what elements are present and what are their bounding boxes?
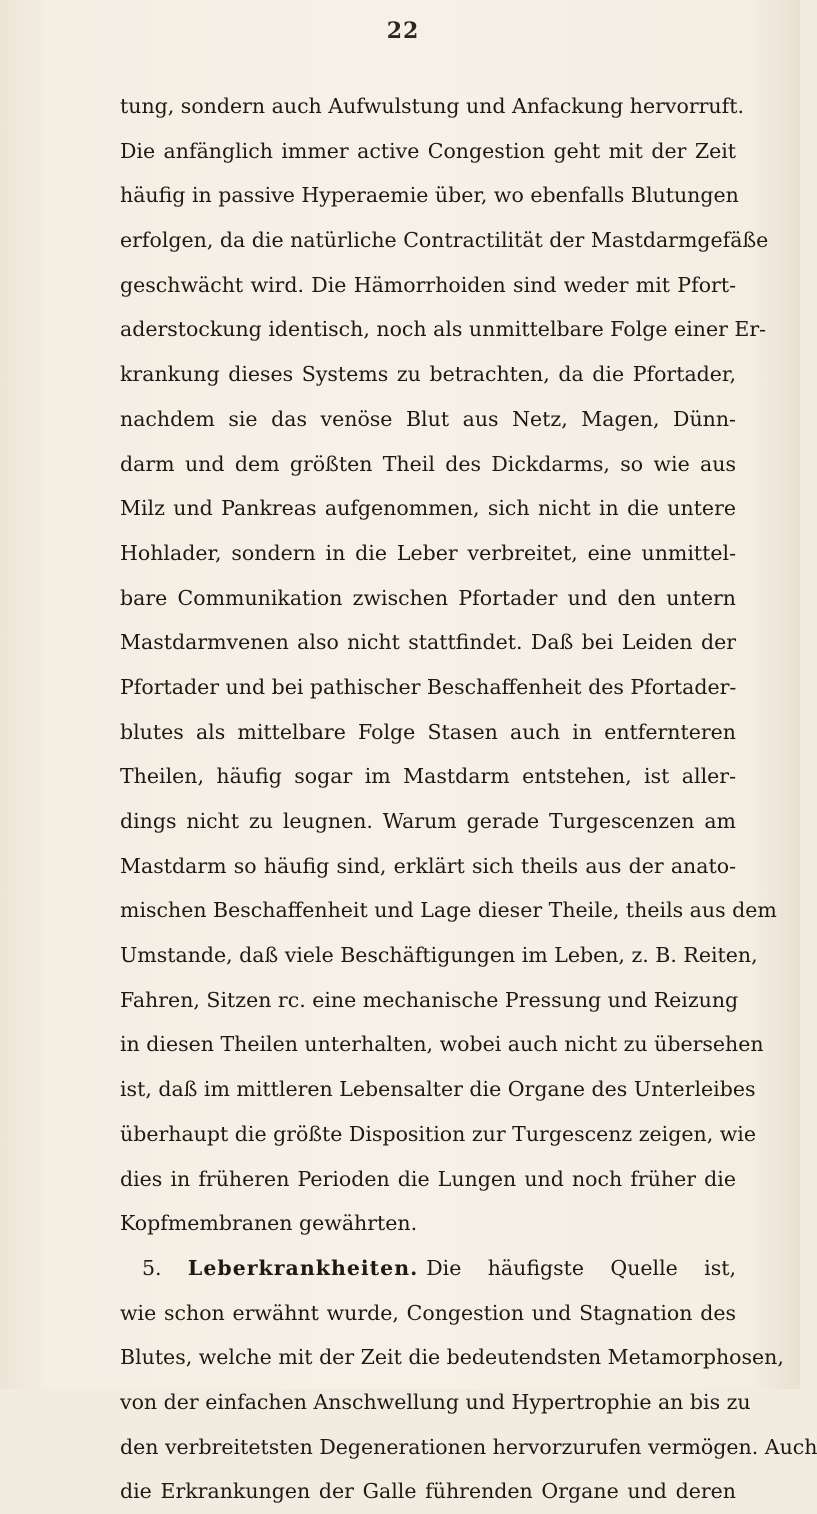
text-line: häufig in passive Hyperaemie über, wo ebenfalls Blutungen [120, 183, 739, 208]
text-line: wie schon erwähnt wurde, Congestion und Stagnation des [120, 1300, 736, 1325]
text-line: Blutes, welche mit der Zeit die bedeutendsten Metamorphosen, [120, 1345, 784, 1370]
body-text [120, 84, 817, 1514]
text-line: Fahren, Sitzen rc. eine mechanische Pressung und Reizung [120, 987, 739, 1012]
page-number: 22 [386, 18, 420, 44]
text-line: mischen Beschaffenheit und Lage dieser Theile, theils aus dem [120, 898, 777, 923]
text-line: in diesen Theilen unterhalten, wobei auch nicht zu übersehen [120, 1032, 764, 1057]
section-heading-text: Die häufigste Quelle ist, [426, 1255, 736, 1280]
text-line: Theilen, häufig sogar im Mastdarm entstehen, ist aller- [120, 764, 736, 789]
text-line: aderstockung identisch, noch als unmittelbare Folge einer Er- [120, 317, 767, 342]
text-line: blutes als mittelbare Folge Stasen auch in entfernteren [120, 719, 736, 744]
section-title: Leberkrankheiten. [187, 1255, 419, 1280]
text-line: Mastdarm so häufig sind, erklärt sich theils aus der anato- [120, 853, 736, 878]
text-line: von der einfachen Anschwellung und Hypertrophie an bis zu [120, 1389, 751, 1414]
text-line: Kopfmembranen gewährten. [120, 1211, 418, 1236]
section-number: 5. [142, 1255, 162, 1280]
text-line: ist, daß im mittleren Lebensalter die Organe des Unterleibes [120, 1077, 756, 1102]
text-line: dies in früheren Perioden die Lungen und noch früher die [120, 1166, 736, 1191]
section-heading-line [120, 1246, 736, 1291]
text-line: nachdem sie das venöse Blut aus Netz, Magen, Dünn- [120, 406, 736, 431]
text-line: Umstande, daß viele Beschäftigungen im Leben, z. B. Reiten, [120, 943, 758, 968]
text-line: Pfortader und bei pathischer Beschaffenheit des Pfortader- [120, 674, 737, 699]
text-line: erfolgen, da die natürliche Contractilität der Mastdarmgefäße [120, 228, 769, 253]
text-line: geschwächt wird. Die Hämorrhoiden sind weder mit Pfort- [120, 272, 736, 297]
text-line: darm und dem größten Theil des Dickdarms, so wie aus [120, 451, 736, 476]
text-line: Milz und Pankreas aufgenommen, sich nicht in die untere [120, 496, 736, 521]
text-line: überhaupt die größte Disposition zur Turgescenz zeigen, wie [120, 1121, 756, 1146]
text-line: die Erkrankungen der Galle führenden Organe und deren [120, 1479, 736, 1504]
text-line: Hohlader, sondern in die Leber verbreitet, eine unmittel- [120, 540, 736, 565]
text-line: Mastdarmvenen also nicht stattfindet. Daß bei Leiden der [120, 630, 736, 655]
text-line: tung, sondern auch Aufwulstung und Anfackung hervorruft. [120, 94, 744, 118]
text-line: den verbreitetsten Degenerationen hervorzurufen vermögen. Auch [120, 1434, 817, 1459]
text-line: Die anfänglich immer active Congestion geht mit der Zeit [120, 138, 736, 163]
text-line: bare Communikation zwischen Pfortader und den untern [120, 585, 736, 610]
text-line: dings nicht zu leugnen. Warum gerade Turgescenzen am [120, 809, 736, 833]
text-line: krankung dieses Systems zu betrachten, da die Pfortader, [120, 362, 736, 387]
